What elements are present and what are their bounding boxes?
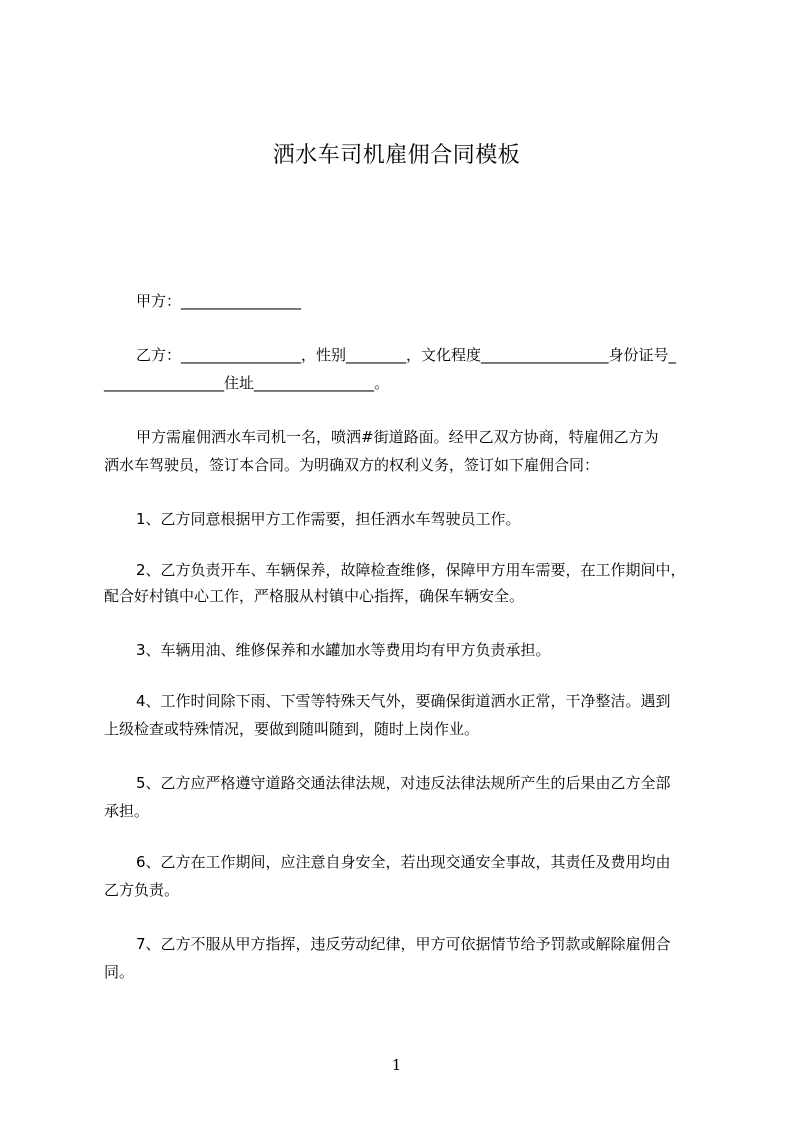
document-title: 洒水车司机雇佣合同模板 [272,143,521,168]
clause-5-cont: 承担。 [104,802,150,820]
page-number: 1 [391,1056,402,1074]
party-b-line: 乙方：________________，性别________，文化程度_________________身份证号_ [136,346,677,364]
clause-4: 4、工作时间除下雨、下雪等特殊天气外，要确保街道洒水正常，干净整洁。遇到 [136,692,671,710]
clause-6-cont: 乙方负责。 [104,881,180,899]
intro-paragraph-cont: 洒水车驾驶员，签订本合同。为明确双方的权利义务，签订如下雇佣合同： [104,456,600,474]
clause-2-cont: 配合好村镇中心工作，严格服从村镇中心指挥，确保车辆安全。 [104,587,525,605]
clause-2: 2、乙方负责开车、车辆保养，故障检查维修，保障甲方用车需要，在工作期间中， [136,561,686,579]
clause-7-cont: 同。 [104,963,135,981]
clause-4-cont: 上级检查或特殊情况，要做到随叫随到，随时上岗作业。 [104,720,480,738]
clause-5: 5、乙方应严格遵守道路交通法律法规，对违反法律法规所产生的后果由乙方全部 [136,774,671,792]
clause-1: 1、乙方同意根据甲方工作需要，担任洒水车驾驶员工作。 [136,510,521,528]
party-a-line: 甲方：________________ [136,292,302,310]
intro-paragraph: 甲方需雇佣洒水车司机一名，喷洒#街道路面。经甲乙双方协商，特雇佣乙方为 [136,428,659,446]
party-b-line-cont: ________________住址________________。 [104,374,390,392]
clause-6: 6、乙方在工作期间，应注意自身安全，若出现交通安全事故，其责任及费用均由 [136,853,671,871]
clause-3: 3、车辆用油、维修保养和水罐加水等费用均有甲方负责承担。 [136,641,551,659]
clause-7: 7、乙方不服从甲方指挥，违反劳动纪律，甲方可依据情节给予罚款或解除雇佣合 [136,935,671,953]
